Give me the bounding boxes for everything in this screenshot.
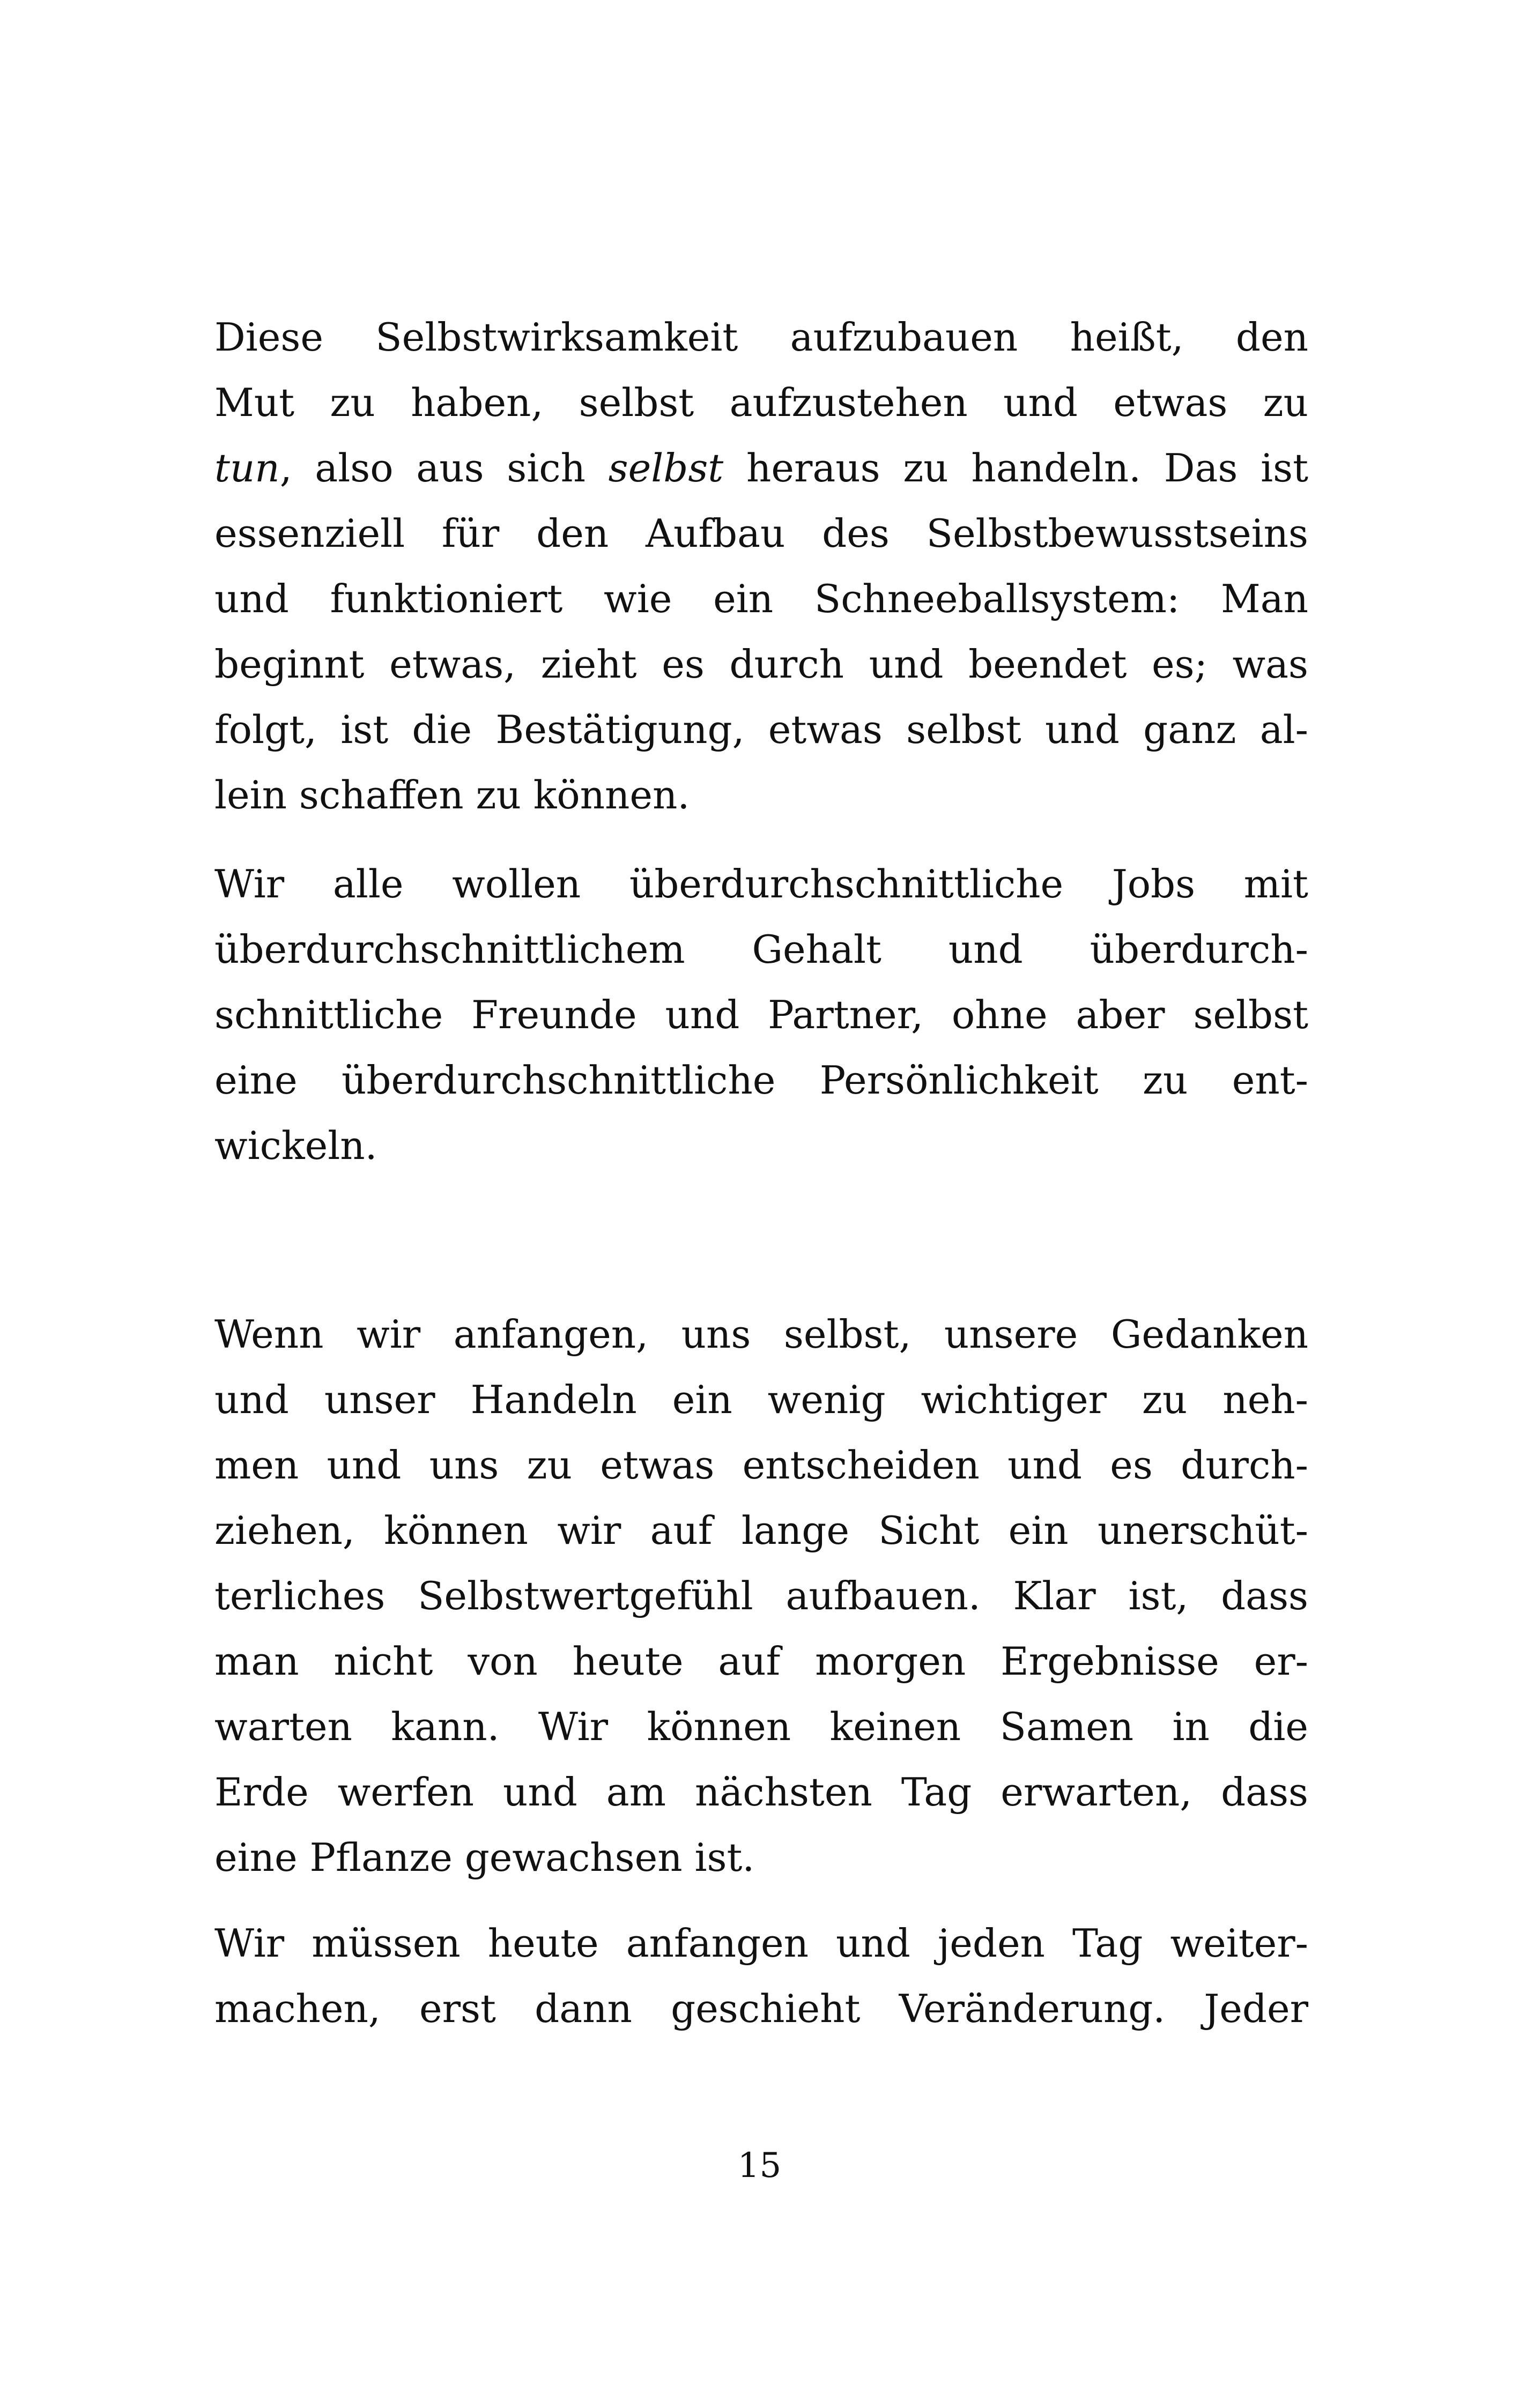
text-line: ziehen, können wir auf lange Sicht ein unerschüt- bbox=[214, 1508, 1308, 1553]
text-line: Wir müssen heute anfangen und jeden Tag weiter- bbox=[214, 1921, 1308, 1966]
text-line: eine Pflanze gewachsen ist. bbox=[214, 1835, 755, 1880]
paragraph-4 bbox=[214, 1911, 1308, 2041]
text-line: beginnt etwas, zieht es durch und beendet es; was bbox=[214, 642, 1308, 687]
text-line: folgt, ist die Bestätigung, etwas selbst und ganz al- bbox=[214, 707, 1308, 752]
emphasis-text: tun bbox=[214, 445, 280, 490]
text-line: Erde werfen und am nächsten Tag erwarten, dass bbox=[214, 1770, 1308, 1815]
text-line: terliches Selbstwertgefühl aufbauen. Klar ist, dass bbox=[214, 1573, 1308, 1618]
paragraph-1 bbox=[214, 304, 1308, 828]
paragraph-2 bbox=[214, 851, 1308, 1178]
text-line: wickeln. bbox=[214, 1123, 377, 1168]
page-number: 15 bbox=[737, 2146, 782, 2186]
text-line: essenziell für den Aufbau des Selbstbewusstseins bbox=[214, 511, 1308, 556]
text-line: Wir alle wollen überdurchschnittliche Jobs mit bbox=[214, 861, 1308, 906]
text-line: Wenn wir anfangen, uns selbst, unsere Gedanken bbox=[214, 1312, 1308, 1357]
paragraph-3 bbox=[214, 1302, 1308, 1890]
text-line: Mut zu haben, selbst aufzustehen und etwas zu bbox=[214, 380, 1308, 425]
text-line: lein schaffen zu können. bbox=[214, 772, 690, 817]
text-line: men und uns zu etwas entscheiden und es durch- bbox=[214, 1443, 1308, 1488]
text-segment: , also aus sich bbox=[279, 445, 609, 490]
text-line: Diese Selbstwirksamkeit aufzubauen heißt, den bbox=[214, 315, 1308, 360]
text-line: und funktioniert wie ein Schneeballsystem: Man bbox=[214, 576, 1308, 621]
emphasis-text: selbst bbox=[608, 445, 724, 490]
text-line: warten kann. Wir können keinen Samen in die bbox=[214, 1704, 1308, 1749]
text-line bbox=[214, 435, 1308, 501]
text-line: schnittliche Freunde und Partner, ohne aber selbst bbox=[214, 992, 1308, 1037]
text-line: überdurchschnittlichem Gehalt und überdurch- bbox=[214, 927, 1308, 972]
text-line: machen, erst dann geschieht Veränderung. Jeder bbox=[214, 1986, 1308, 2031]
text-line: eine überdurchschnittliche Persönlichkeit zu ent- bbox=[214, 1058, 1308, 1103]
text-segment: heraus zu handeln. Das ist bbox=[723, 445, 1308, 490]
text-line: man nicht von heute auf morgen Ergebnisse er- bbox=[214, 1639, 1308, 1684]
text-line: und unser Handeln ein wenig wichtiger zu neh- bbox=[214, 1377, 1308, 1422]
